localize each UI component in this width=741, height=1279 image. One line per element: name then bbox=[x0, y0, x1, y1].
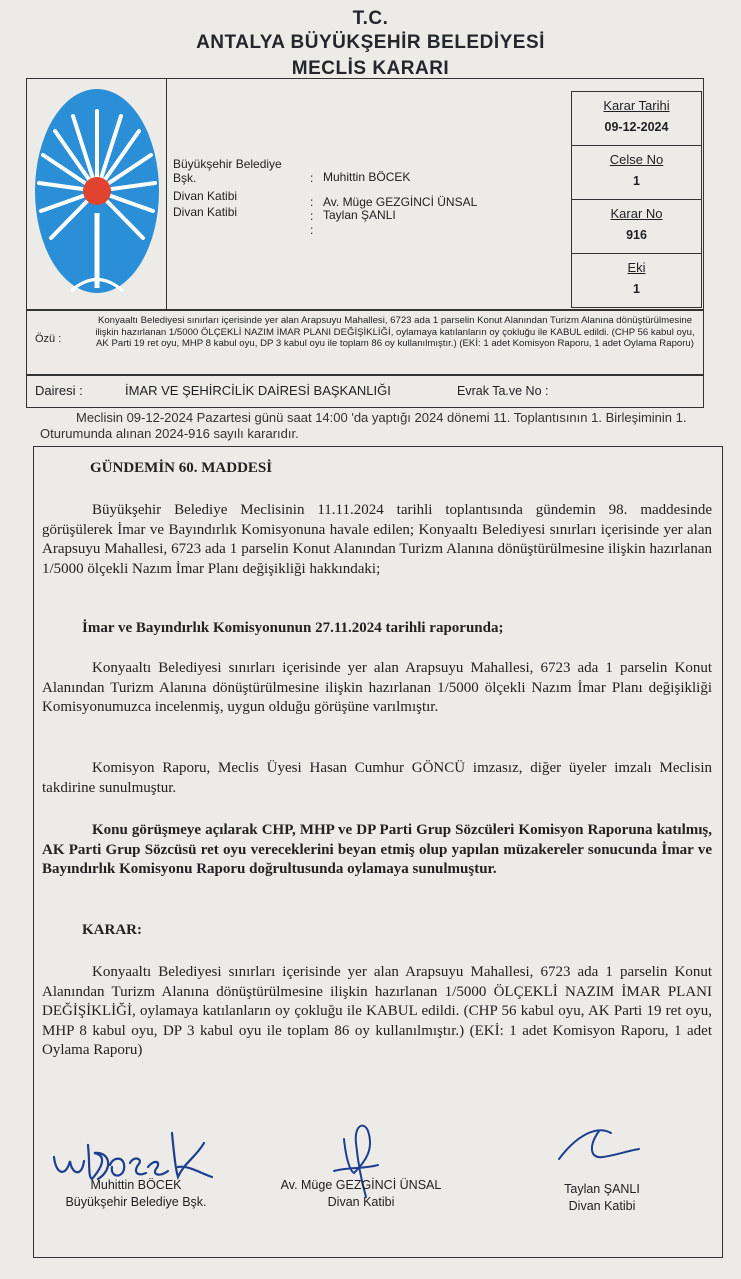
logo-cell bbox=[27, 79, 167, 309]
karar-tarihi-value: 09-12-2024 bbox=[604, 120, 669, 134]
paragraph-referral: Büyükşehir Belediye Meclisinin 11.11.2024 tarihli toplantısında gündemin 98. maddesinde görüşülerek İmar ve Bayındırlık Komisyonuna havale edilen; Konyaaltı Belediyesi sınırları içerisinde yer alan Arapsuyu Mahallesi, 6723 ada 1 parselin Konut Alanından Turizm Alanına dönüştürülmesine ilişkin hazırlanan 1/5000 ölçekli Nazım İmar Planı değişikliği hakkındaki; bbox=[42, 502, 712, 577]
katip2-label: Divan Katibi bbox=[173, 205, 238, 219]
ek-value: 1 bbox=[633, 282, 640, 296]
agenda-item-heading: GÜNDEMİN 60. MADDESİ bbox=[90, 460, 273, 476]
decision-meta-table bbox=[571, 91, 702, 308]
header-institution: ANTALYA BÜYÜKŞEHİR BELEDİYESİ bbox=[196, 32, 545, 53]
signatory-1 bbox=[46, 1177, 226, 1211]
ek-cell bbox=[572, 254, 701, 308]
katip2-name: Taylan ŞANLI bbox=[323, 208, 396, 222]
signatory-3-title: Divan Katibi bbox=[568, 1199, 636, 1213]
karar-no-value: 916 bbox=[626, 228, 647, 242]
karar-no-label: Karar No bbox=[610, 206, 663, 221]
summary-box bbox=[26, 310, 704, 375]
signatory-2 bbox=[256, 1177, 466, 1211]
ek-label: Eki bbox=[627, 260, 646, 275]
paragraph-decision: Konyaaltı Belediyesi sınırları içerisinde yer alan Arapsuyu Mahallesi, 6723 ada 1 parselin Konut Alanından Turizm Alanına dönüştürülmesine ilişkin hazırlanan 1/5000 ÖLÇEKLİ NAZIM İMAR PLANI DEĞİŞİKLİĞİ, oylamaya katılanların oy çokluğu ile KABUL edildi. (CHP 56 kabul oyu, AK Parti 19 ret oyu, MHP 8 kabul oyu, DP 3 kabul oyu ile toplam 86 oy kullanılmıştır.) (EKİ: 1 adet Komisyon Raporu, 1 adet Oylama Raporu) bbox=[42, 964, 712, 1058]
department-label: Dairesi : bbox=[35, 383, 83, 398]
signatory-3 bbox=[522, 1181, 682, 1215]
karar-tarihi-label: Karar Tarihi bbox=[603, 98, 670, 113]
department-box bbox=[26, 375, 704, 408]
katip1-name: Av. Müge GEZGİNCİ ÜNSAL bbox=[323, 195, 478, 209]
celse-label: Celse No bbox=[609, 152, 664, 167]
signature-mark-3 bbox=[549, 1119, 649, 1179]
summary-text: Konyaaltı Belediyesi sınırları içerisinde yer alan Arapsuyu Mahallesi, 6723 ada 1 parselin Konut Alanından Turizm Alanına dönüştürülmesine ilişkin hazırlanan 1/5000 ÖLÇEKLİ NAZIM İMAR PLANI DEĞİŞİKLİĞİ, oylamaya katılanların oy çokluğu ile KABUL edildi. (CHP 56 kabul oyu, AK Parti 19 ret oyu, MHP 8 kabul oyu, DP 3 kabul oyu ile toplam 86 oy kullanılmıştır.) (EKİ: 1 adet Komisyon Raporu, 1 adet Oylama Raporu) bbox=[95, 315, 695, 349]
signatory-1-name: Muhittin BÖCEK bbox=[90, 1178, 182, 1192]
decision-heading: KARAR: bbox=[82, 922, 142, 938]
header-tc: T.C. bbox=[352, 8, 389, 29]
colon-1: : bbox=[310, 171, 314, 185]
colon-3: : bbox=[310, 209, 314, 223]
celse-value: 1 bbox=[633, 174, 640, 188]
department-value: İMAR VE ŞEHİRCİLİK DAİRESİ BAŞKANLIĞI bbox=[125, 383, 391, 398]
celse-cell bbox=[572, 146, 701, 200]
paragraph-deliberation: Konu görüşmeye açılarak CHP, MHP ve DP Parti Grup Sözcüleri Komisyon Raporuna katılmış, AK Parti Grup Sözcüsü ret oyu vereceklerini beyan etmiş olup yapılan müzakereler sonucunda İmar ve Bayındırlık Komisyonu Raporu doğrultusunda oylamaya sunulmuştur. bbox=[42, 822, 712, 877]
signatory-3-name: Taylan ŞANLI bbox=[564, 1182, 640, 1196]
signatory-2-name: Av. Müge GEZGİNCİ ÜNSAL bbox=[280, 1178, 442, 1192]
katip1-label: Divan Katibi bbox=[173, 189, 238, 203]
baskan-name: Muhittin BÖCEK bbox=[323, 170, 411, 184]
colon-4: : bbox=[310, 223, 314, 237]
session-intro: Meclisin 09-12-2024 Pazartesi günü saat 14:00 'da yaptığı 2024 dönemi 11. Toplantısının 1. Birleşiminin 1. Oturumunda alınan 2024-916 sayılı kararıdır. bbox=[40, 410, 687, 441]
header-document-type: MECLİS KARARI bbox=[291, 58, 450, 79]
evrak-label: Evrak Ta.ve No : bbox=[457, 384, 549, 398]
baskan-label: Büyükşehir Belediye Bşk. bbox=[173, 157, 282, 185]
commission-report-heading: İmar ve Bayındırlık Komisyonunun 27.11.2024 tarihli raporunda; bbox=[82, 620, 504, 636]
decision-body-box bbox=[33, 446, 723, 1258]
karar-tarihi-cell bbox=[572, 92, 701, 146]
paragraph-commission-finding: Konyaaltı Belediyesi sınırları içerisinde yer alan Arapsuyu Mahallesi, 6723 ada 1 parselin Konut Alanından Turizm Alanına dönüştürülmesine ilişkin hazırlanan 1/5000 ölçekli Nazım İmar Planı değişikliği Komisyonumuzca incelenmiş, uygun olduğu görüşüne varılmıştır. bbox=[42, 660, 712, 715]
summary-label: Özü : bbox=[35, 333, 62, 345]
municipality-logo bbox=[31, 83, 163, 305]
header-info-box bbox=[26, 78, 704, 310]
colon-2: : bbox=[310, 195, 314, 209]
signatory-1-title: Büyükşehir Belediye Bşk. bbox=[65, 1195, 207, 1209]
paragraph-commission-signatures: Komisyon Raporu, Meclis Üyesi Hasan Cumhur GÖNCÜ imzasız, diğer üyeler imzalı Meclisin takdirine sunulmuştur. bbox=[42, 760, 712, 796]
karar-no-cell bbox=[572, 200, 701, 254]
signatory-2-title: Divan Katibi bbox=[327, 1195, 395, 1209]
